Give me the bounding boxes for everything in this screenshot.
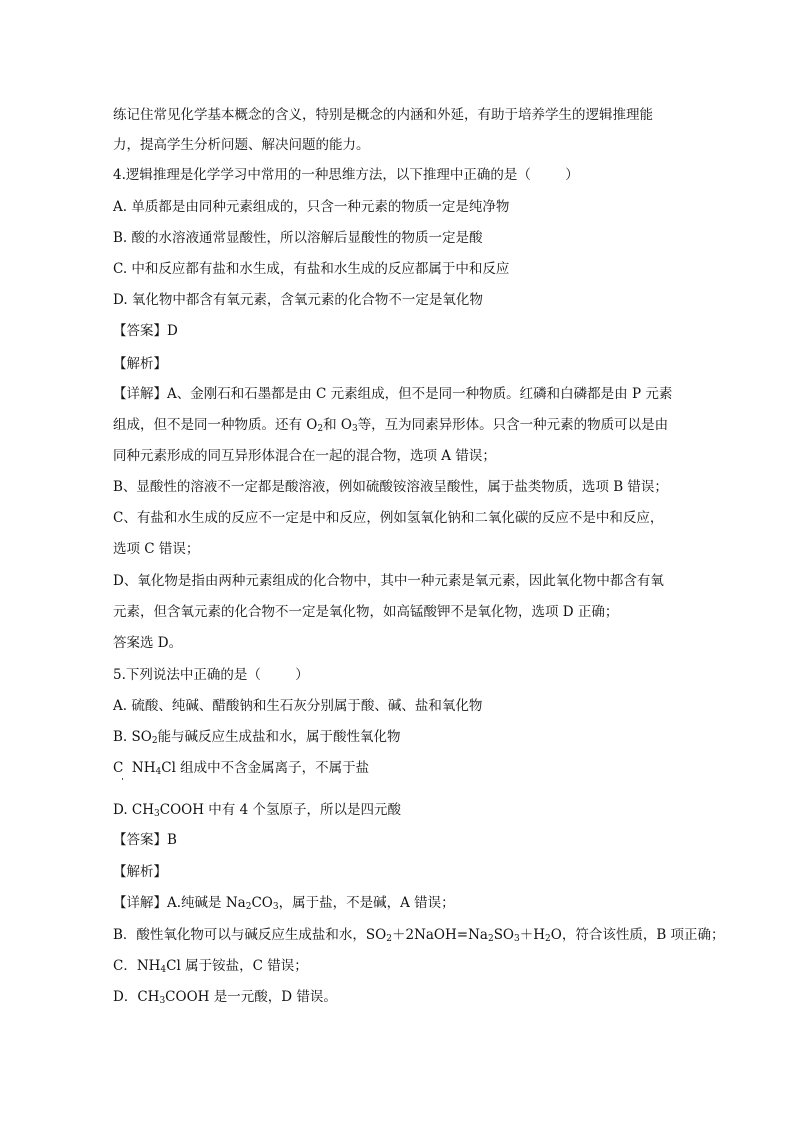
question-4-detail-line-1: 【详解】A、金刚石和石墨都是由 C 元素组成，但不是同一种物质。红磷和白磷都是由 P 元素	[113, 386, 673, 402]
question-4-detail-line-6: 选项 C 错误；	[113, 541, 200, 557]
question-4-option-d: D. 氧化物中都含有氧元素，含氧元素的化合物不一定是氧化物	[113, 292, 483, 308]
question-5-detail-line-4: D．$CH_3COOH$ 是一元酸，D 错误。	[113, 989, 337, 1006]
question-5-detail-line-3: C．$NH_4Cl$ 属于铵盐，C 错误；	[113, 958, 308, 975]
intro-line-1: 练记住常见化学基本概念的含义，特别是概念的内涵和外延，有助于培养学生的逻辑推理能	[113, 107, 653, 123]
question-4-option-a: A. 单质都是由同种元素组成的，只含一种元素的物质一定是纯净物	[113, 199, 510, 215]
question-5-stem: 5.下列说法中正确的是（ ）	[113, 667, 309, 683]
question-4-detail-line-2: 组成，但不是同一种物质。还有 $O_2$和 $O_3$等，互为同素异形体。只含一种元素的物质可以是由	[113, 417, 669, 434]
question-5-answer: 【答案】B	[113, 832, 177, 848]
question-4-detail-line-9: 答案选 D。	[113, 635, 183, 651]
question-5-option-a: A. 硫酸、纯碱、醋酸钠和生石灰分别属于酸、碱、盐和氧化物	[113, 698, 483, 714]
intro-line-2: 力，提高学生分析问题、解决问题的能力。	[113, 137, 370, 153]
question-4-detail-line-4: B、显酸性的溶液不一定都是酸溶液，例如硫酸铵溶液呈酸性，属于盐类物质，选项 B 错误；	[113, 479, 668, 495]
question-5-option-d: D. $CH_3COOH$ 中有 4 个氢原子，所以是四元酸	[113, 802, 401, 819]
question-4-detail-line-7: D、氧化物是指由两种元素组成的化合物中，其中一种元素是氧元素，因此氧化物中都含有氧	[113, 573, 664, 589]
question-4-stem: 4.逻辑推理是化学学习中常用的一种思维方法，以下推理中正确的是（ ）	[113, 167, 579, 183]
question-5-option-c: C $NH_4Cl$ 组成中不含金属离子，不属于盐	[113, 760, 370, 777]
question-4-option-c: C. 中和反应都有盐和水生成，有盐和水生成的反应都属于中和反应	[113, 261, 510, 277]
question-5-detail-line-2: B．酸性氧化物可以与碱反应生成盐和水，$SO_2+2NaOH=Na_2SO_3+H_2O$，符合该性质，B 项正确；	[113, 927, 725, 944]
question-5-detail-line-1: 【详解】A.纯碱是 $Na_2CO_3$，属于盐，不是碱，A 错误；	[113, 895, 455, 912]
stray-mark	[122, 778, 123, 780]
question-4-analysis-title: 【解析】	[113, 356, 167, 372]
question-5-option-b: B. $SO_2$能与碱反应生成盐和水，属于酸性氧化物	[113, 729, 401, 746]
question-4-detail-line-5: C、有盐和水生成的反应不一定是中和反应，例如氢氧化钠和二氧化碳的反应不是中和反应，	[113, 510, 664, 526]
question-5-analysis-title: 【解析】	[113, 864, 167, 880]
question-4-option-b: B. 酸的水溶液通常显酸性，所以溶解后显酸性的物质一定是酸	[113, 230, 483, 246]
question-4-detail-line-3: 同种元素形成的同互异形体混合在一起的混合物，选项 A 错误；	[113, 448, 496, 464]
question-4-detail-line-8: 元素，但含氧元素的化合物不一定是氧化物，如高锰酸钾不是氧化物，选项 D 正确；	[113, 604, 619, 620]
question-4-answer: 【答案】D	[113, 323, 178, 339]
